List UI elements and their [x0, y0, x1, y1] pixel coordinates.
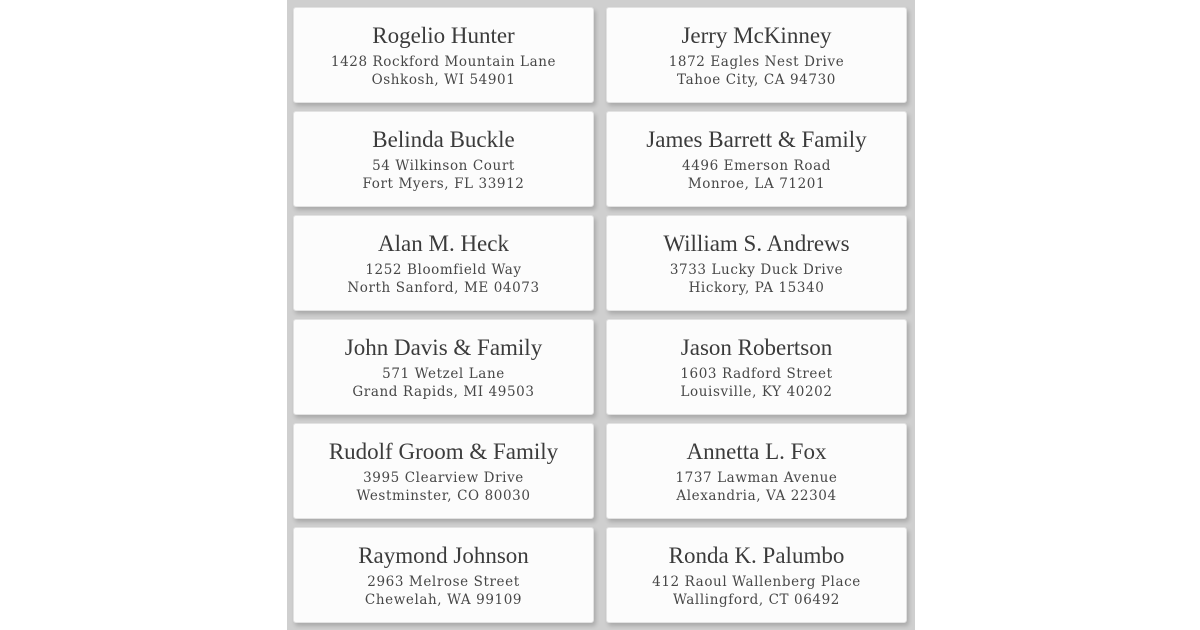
address-label	[606, 527, 907, 623]
label-grid	[293, 7, 907, 623]
street-address: 4496 Emerson Road	[682, 157, 831, 174]
street-address: 1737 Lawman Avenue	[675, 469, 838, 486]
street-address: 412 Raoul Wallenberg Place	[652, 573, 861, 590]
recipient-name: James Barrett & Family	[646, 126, 867, 152]
address-label	[606, 7, 907, 103]
city-state-zip: Grand Rapids, MI 49503	[352, 383, 535, 400]
address-label	[293, 7, 594, 103]
address-label	[606, 111, 907, 207]
address-label	[293, 319, 594, 415]
city-state-zip: Fort Myers, FL 33912	[362, 175, 525, 192]
recipient-name: Raymond Johnson	[358, 542, 529, 568]
recipient-name: Annetta L. Fox	[686, 438, 827, 464]
city-state-zip: Louisville, KY 40202	[680, 383, 833, 400]
recipient-name: John Davis & Family	[344, 334, 543, 360]
recipient-name: Jason Robertson	[680, 334, 833, 360]
recipient-name: William S. Andrews	[663, 230, 850, 256]
street-address: 1252 Bloomfield Way	[365, 261, 522, 278]
city-state-zip: Alexandria, VA 22304	[676, 487, 837, 504]
label-sheet	[287, 0, 915, 630]
recipient-name: Alan M. Heck	[378, 230, 509, 256]
street-address: 571 Wetzel Lane	[382, 365, 505, 382]
recipient-name: Belinda Buckle	[372, 126, 515, 152]
recipient-name: Jerry McKinney	[681, 22, 832, 48]
city-state-zip: Chewelah, WA 99109	[364, 591, 523, 608]
street-address: 3995 Clearview Drive	[363, 469, 524, 486]
address-label	[606, 423, 907, 519]
street-address: 1428 Rockford Mountain Lane	[330, 53, 557, 70]
street-address: 3733 Lucky Duck Drive	[669, 261, 844, 278]
street-address: 1872 Eagles Nest Drive	[668, 53, 845, 70]
street-address: 2963 Melrose Street	[367, 573, 520, 590]
city-state-zip: Wallingford, CT 06492	[672, 591, 840, 608]
address-label	[293, 215, 594, 311]
address-label	[293, 423, 594, 519]
city-state-zip: Monroe, LA 71201	[687, 175, 826, 192]
street-address: 1603 Radford Street	[680, 365, 833, 382]
city-state-zip: Hickory, PA 15340	[688, 279, 825, 296]
address-label	[606, 215, 907, 311]
city-state-zip: Westminster, CO 80030	[356, 487, 531, 504]
address-label	[606, 319, 907, 415]
city-state-zip: Tahoe City, CA 94730	[677, 71, 836, 88]
city-state-zip: North Sanford, ME 04073	[347, 279, 540, 296]
address-label	[293, 111, 594, 207]
recipient-name: Rudolf Groom & Family	[328, 438, 559, 464]
street-address: 54 Wilkinson Court	[372, 157, 515, 174]
recipient-name: Ronda K. Palumbo	[668, 542, 845, 568]
city-state-zip: Oshkosh, WI 54901	[371, 71, 516, 88]
address-label	[293, 527, 594, 623]
recipient-name: Rogelio Hunter	[372, 22, 515, 48]
